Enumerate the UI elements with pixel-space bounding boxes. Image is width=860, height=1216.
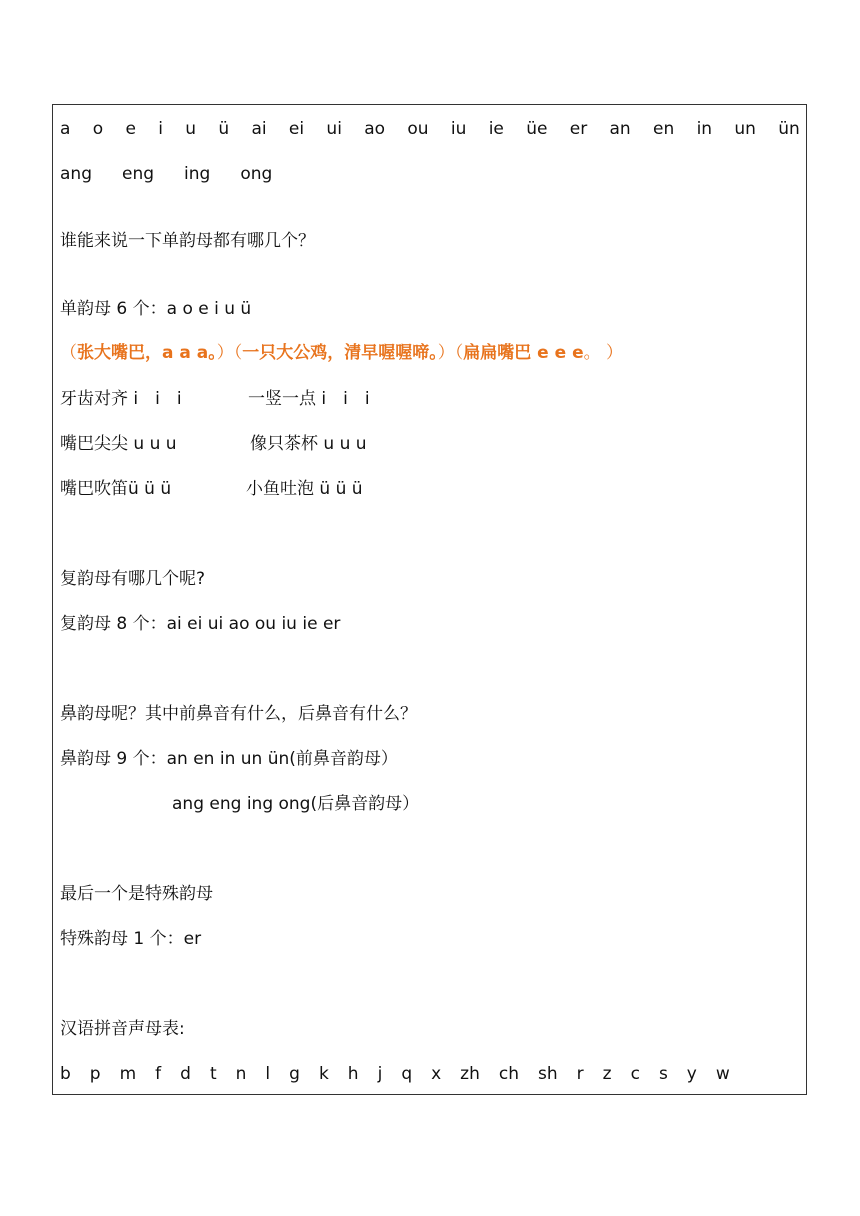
initial-item: j bbox=[377, 1064, 383, 1084]
vowel-item: iu bbox=[450, 119, 467, 139]
question-nasal: 鼻韵母呢？其中前鼻音有什么，后鼻音有什么？ bbox=[60, 704, 417, 724]
rhyme-u-right: 像只茶杯 u u u bbox=[250, 434, 367, 454]
vowel-item: un bbox=[734, 119, 756, 139]
initial-item: w bbox=[715, 1064, 730, 1084]
initial-item: r bbox=[576, 1064, 584, 1084]
vowel-row-2 bbox=[60, 163, 272, 185]
initial-item: g bbox=[289, 1064, 300, 1084]
initial-item: zh bbox=[460, 1064, 480, 1084]
initial-item: n bbox=[235, 1064, 247, 1084]
vowel-item: ui bbox=[326, 119, 342, 139]
vowel-item: ang bbox=[60, 164, 92, 184]
paren-close-2: ） bbox=[437, 343, 455, 363]
vowel-item: er bbox=[569, 119, 588, 139]
initial-item: h bbox=[347, 1064, 359, 1084]
initial-item: m bbox=[119, 1064, 137, 1084]
compound-vowels-title: 复韵母 8 个：ai ei ui ao ou iu ie er bbox=[60, 614, 341, 634]
initial-item: q bbox=[401, 1064, 413, 1084]
vowel-item: an bbox=[609, 119, 631, 139]
paren-open-1: （ bbox=[60, 343, 77, 363]
initial-item: f bbox=[155, 1064, 162, 1084]
rhyme-line bbox=[60, 342, 623, 364]
paren-close-1: ） bbox=[216, 343, 234, 363]
paren-open-3: （ bbox=[454, 343, 464, 363]
initial-item: d bbox=[180, 1064, 191, 1084]
initials-title: 汉语拼音声母表: bbox=[60, 1019, 185, 1039]
initial-item: z bbox=[602, 1064, 612, 1084]
special-intro: 最后一个是特殊韵母 bbox=[60, 884, 213, 904]
initial-item: t bbox=[209, 1064, 217, 1084]
initial-item: ch bbox=[498, 1064, 519, 1084]
vowel-item: ong bbox=[240, 164, 273, 184]
initial-item: c bbox=[630, 1064, 640, 1084]
rhyme-i-right: 一竖一点 i i i bbox=[248, 389, 370, 409]
initial-item: k bbox=[318, 1064, 329, 1084]
initial-item: s bbox=[658, 1064, 668, 1084]
vowel-item: ün bbox=[778, 119, 800, 139]
rhyme-i-left: 牙齿对齐 i i i bbox=[60, 389, 182, 409]
vowel-item: ai bbox=[251, 119, 267, 139]
vowel-row-1 bbox=[60, 118, 800, 140]
rhyme-e: 扁扁嘴巴 e e e bbox=[463, 343, 584, 363]
vowel-item: ei bbox=[288, 119, 305, 139]
initial-item: l bbox=[265, 1064, 271, 1084]
vowel-item: o bbox=[92, 119, 104, 139]
vowel-item: e bbox=[125, 119, 136, 139]
rhyme-v-left: 嘴巴吹笛ü ü ü bbox=[60, 479, 172, 499]
nasal-back-vowels: ang eng ing ong(后鼻音韵母） bbox=[172, 794, 420, 814]
single-vowels-title: 单韵母 6 个：a o e i u ü bbox=[60, 299, 252, 319]
special-vowel-title: 特殊韵母 1 个：er bbox=[60, 929, 202, 949]
vowel-item: ou bbox=[407, 119, 429, 139]
vowel-item: ü bbox=[218, 119, 230, 139]
initial-item: p bbox=[89, 1064, 101, 1084]
vowel-item: a bbox=[60, 119, 71, 139]
initial-item: sh bbox=[538, 1064, 558, 1084]
question-single: 谁能来说一下单韵母都有哪几个？ bbox=[60, 231, 315, 251]
vowel-item: ing bbox=[184, 164, 211, 184]
vowel-item: en bbox=[653, 119, 675, 139]
vowel-item: ie bbox=[488, 119, 504, 139]
rhyme-v-right: 小鱼吐泡 ü ü ü bbox=[246, 479, 363, 499]
paren-close-3: 。 ） bbox=[583, 343, 624, 363]
vowel-item: ao bbox=[364, 119, 386, 139]
nasal-vowels-title: 鼻韵母 9 个：an en in un ün(前鼻音韵母） bbox=[60, 749, 398, 769]
rhyme-o: 一只大公鸡，清早喔喔啼。 bbox=[242, 343, 438, 363]
rhyme-u-left: 嘴巴尖尖 u u u bbox=[60, 434, 177, 454]
initials-row bbox=[60, 1063, 749, 1085]
initial-item: b bbox=[60, 1064, 71, 1084]
paren-open-2: （ bbox=[233, 343, 243, 363]
initial-item: y bbox=[686, 1064, 697, 1084]
initial-item: x bbox=[431, 1064, 442, 1084]
vowel-item: eng bbox=[121, 164, 155, 184]
question-compound: 复韵母有哪几个呢? bbox=[60, 569, 206, 589]
vowel-item: i bbox=[158, 119, 163, 139]
vowel-item: üe bbox=[526, 119, 548, 139]
vowel-item: in bbox=[696, 119, 713, 139]
rhyme-a: 张大嘴巴，a a a。 bbox=[77, 343, 217, 363]
vowel-item: u bbox=[185, 119, 197, 139]
